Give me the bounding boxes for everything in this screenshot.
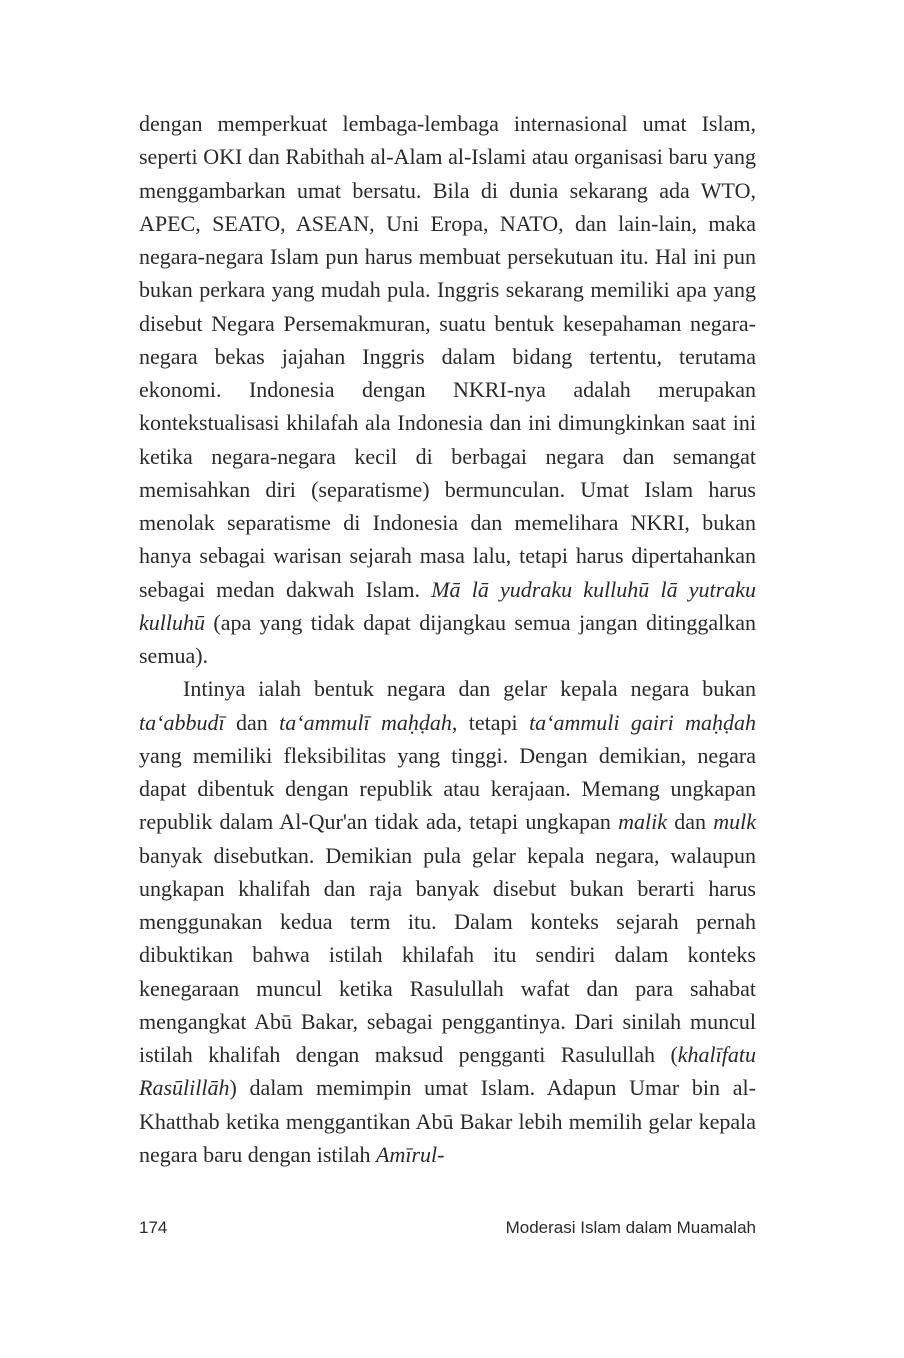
text-run: Intinya ialah bentuk negara dan gelar kepala negara bukan — [183, 676, 756, 702]
text-run: dengan memperkuat lembaga-lembaga internasional umat Islam, seperti OKI dan Rabithah al-Alam al-Islami atau organisasi baru yang menggambarkan umat bersatu. Bila di dunia sekarang ada WTO, APEC, SEATO, ASEAN, Uni Eropa, NATO, dan lain-lain, maka negara-negara Islam pun harus membuat persekutuan itu. Hal ini pun bukan perkara yang mudah pula. Inggris sekarang memiliki apa yang disebut Negara Persemakmuran, suatu bentuk kesepahaman negara-negara bekas jajahan Inggris dalam bidang tertentu, terutama ekonomi. Indonesia dengan NKRI-nya adalah merupakan kontekstualisasi khilafah ala Indonesia dan ini dimungkinkan saat ini ketika negara-negara kecil di berbagai negara dan semangat memisahkan diri (separatisme) bermunculan. Umat Islam harus menolak separatisme di Indonesia dan memelihara NKRI, bukan hanya sebagai warisan sejarah masa lalu, tetapi harus dipertahankan sebagai medan dakwah Islam. — [139, 111, 756, 602]
text-run: (apa yang tidak dapat dijangkau semua jangan ditinggalkan semua). — [139, 609, 756, 668]
italic-term: Mā lā yudraku kulluhū lā yutraku kulluhū — [139, 576, 756, 635]
italic-term: ta‘ammulī maḥḍah — [279, 709, 452, 735]
text-run: , tetapi — [451, 709, 530, 735]
italic-term: malik — [618, 809, 668, 835]
page-number: 174 — [139, 1218, 168, 1237]
italic-term: Amīrul- — [376, 1141, 445, 1167]
italic-term: ta‘abbudī — [139, 709, 225, 735]
running-title: Moderasi Islam dalam Muamalah — [505, 1218, 756, 1237]
text-run: yang memiliki fleksibilitas yang tinggi. Dengan demikian, negara dapat dibentuk dengan republik atau kerajaan. Memang ungkapan republik dalam Al-Qur'an tidak ada, tetapi ungkapan — [139, 742, 756, 835]
paragraph — [139, 672, 756, 1171]
body-text — [139, 107, 756, 1171]
text-run: banyak disebutkan. Demikian pula gelar kepala negara, walaupun ungkapan khalifah dan raja banyak disebut bukan berarti harus menggunakan kedua term itu. Dalam konteks sejarah pernah dibuktikan bahwa istilah khilafah itu sendiri dalam konteks kenegaraan muncul ketika Rasulullah wafat dan para sahabat mengangkat Abū Bakar, sebagai penggantinya. Dari sinilah muncul istilah khalifah dengan maksud pengganti Rasulullah ( — [139, 842, 756, 1067]
paragraph — [139, 107, 756, 672]
text-run: dan — [667, 809, 714, 835]
italic-term: mulk — [713, 809, 756, 835]
italic-term: khalīfatu Rasūlillāh — [139, 1042, 756, 1101]
text-run: ) dalam memimpin umat Islam. Adapun Umar bin al-Khatthab ketika menggantikan Abū Bakar lebih memilih gelar kepala negara baru dengan istilah — [139, 1075, 756, 1167]
text-run: dan — [224, 709, 280, 735]
italic-term: ta‘ammuli gairi maḥḍah — [529, 709, 756, 735]
